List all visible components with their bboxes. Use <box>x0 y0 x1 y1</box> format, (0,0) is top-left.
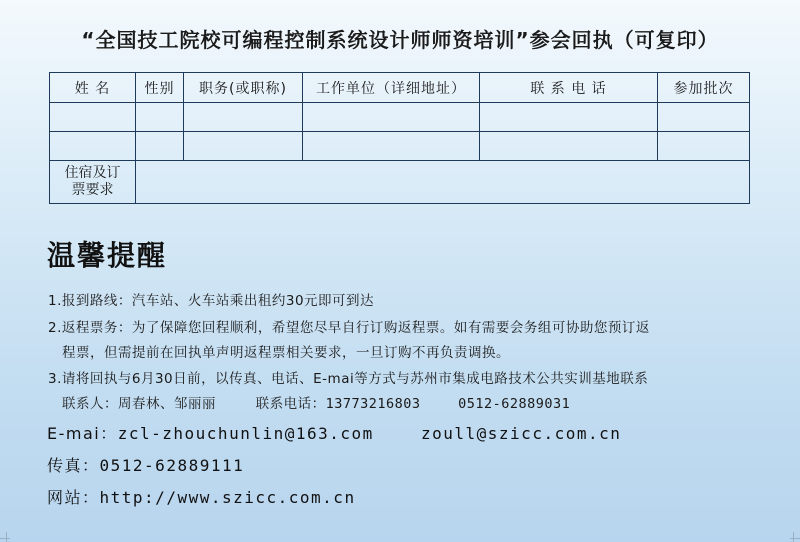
contact-phone-label: 联系电话： <box>255 396 326 412</box>
fax-line <box>47 453 244 476</box>
reminder-heading: 温馨提醒 <box>47 239 168 272</box>
header-gender: 性别 <box>136 73 184 103</box>
gender-cell[interactable] <box>136 103 184 132</box>
fax-label: 传真： <box>47 456 100 475</box>
reminder-item-ticket-line1: 2.返程票务：为了保障您回程顺利，希望您尽早自行订购返程票。如有需要会务组可协助您预订返 <box>48 320 650 336</box>
website-label: 网站： <box>47 488 100 507</box>
contact-people: 周春林、邹丽丽 <box>118 396 216 412</box>
lodging-row <box>50 161 750 204</box>
header-batch: 参加批次 <box>658 73 750 103</box>
contact-phone-2: 0512-62889031 <box>458 396 571 412</box>
header-phone: 联 系 电 话 <box>480 73 658 103</box>
position-cell[interactable] <box>184 132 303 161</box>
website-line <box>47 485 356 508</box>
lodging-requirements-cell[interactable] <box>136 161 750 204</box>
phone-cell[interactable] <box>480 132 658 161</box>
email-1[interactable]: zcl-zhouchunlin@163.com <box>117 424 374 443</box>
header-position: 职务(或职称) <box>184 73 303 103</box>
lodging-label <box>50 161 136 204</box>
workplace-cell[interactable] <box>303 132 480 161</box>
reminder-item-ticket-line2: 程票，但需提前在回执单声明返程票相关要求，一旦订购不再负责调换。 <box>62 345 510 361</box>
email-line <box>47 421 621 444</box>
contact-people-label: 联系人： <box>62 396 118 412</box>
website-link[interactable]: http://www.szicc.com.cn <box>99 488 356 507</box>
gender-cell[interactable] <box>136 132 184 161</box>
phone-cell[interactable] <box>480 103 658 132</box>
fax-number: 0512-62889111 <box>99 456 245 475</box>
workplace-cell[interactable] <box>303 103 480 132</box>
table-row <box>50 132 750 161</box>
email-2[interactable]: zoull@szicc.com.cn <box>420 424 622 443</box>
table-row <box>50 103 750 132</box>
email-label: E-mai： <box>47 424 118 443</box>
page-title: “全国技工院校可编程控制系统设计师师资培训”参会回执（可复印） <box>81 28 719 52</box>
contact-phone-1: 13773216803 <box>325 396 421 412</box>
table-header-row <box>50 73 750 103</box>
name-cell[interactable] <box>50 103 136 132</box>
batch-cell[interactable] <box>658 132 750 161</box>
reminder-item-route: 1.报到路线：汽车站、火车站乘出租约30元即可到达 <box>48 293 375 309</box>
crop-mark-bottom-right <box>790 532 800 542</box>
lodging-label-line1: 住宿及订 <box>64 165 121 181</box>
lodging-label-line2: 票要求 <box>71 182 114 198</box>
contact-line <box>62 392 570 412</box>
registration-form-table <box>49 72 750 204</box>
reminder-item-reply: 3.请将回执与6月30日前，以传真、电话、E-mai等方式与苏州市集成电路技术公共实训基地联系 <box>48 371 649 387</box>
batch-cell[interactable] <box>658 103 750 132</box>
header-workplace: 工作单位（详细地址） <box>303 73 480 103</box>
header-name: 姓 名 <box>50 73 136 103</box>
name-cell[interactable] <box>50 132 136 161</box>
crop-mark-bottom-left <box>0 532 10 542</box>
position-cell[interactable] <box>184 103 303 132</box>
